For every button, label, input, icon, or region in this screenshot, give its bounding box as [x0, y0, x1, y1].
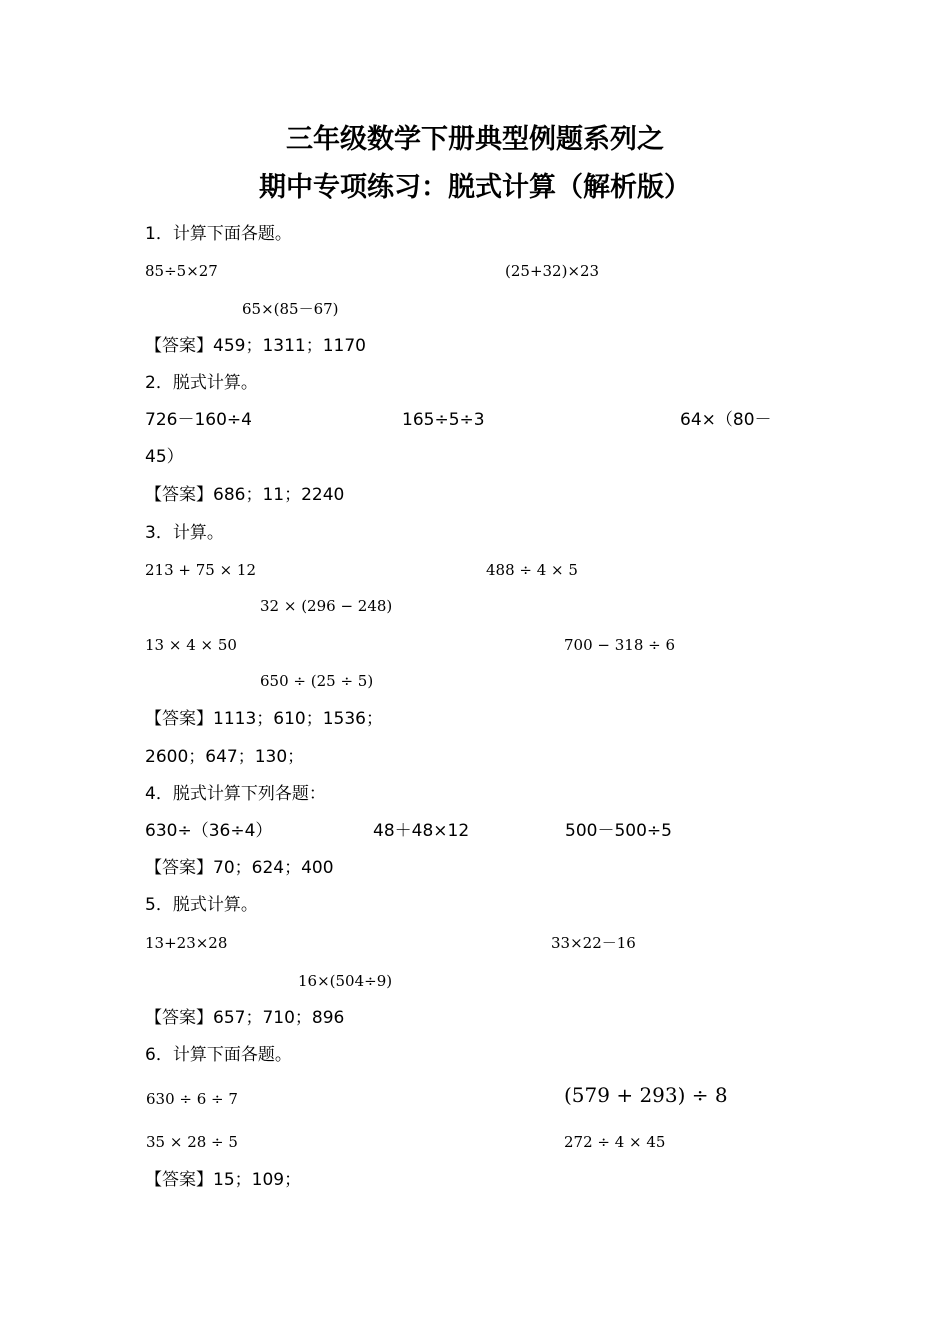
problem-1-expression-3: 65×(85－67)	[242, 300, 339, 318]
problem-2-answer: 【答案】686；11；2240	[145, 485, 345, 505]
problem-2-expression-3-continued: 45）	[145, 447, 184, 467]
problem-5-heading: 5．脱式计算。	[145, 895, 258, 915]
problem-6-expression-3: 35 × 28 ÷ 5	[146, 1133, 238, 1151]
problem-4-expression-1: 630÷（36÷4）	[145, 821, 273, 841]
problem-2-expression-1: 726－160÷4	[145, 410, 252, 430]
problem-3-heading: 3．计算。	[145, 523, 224, 543]
problem-3-expression-5: 700 − 318 ÷ 6	[564, 636, 676, 654]
problem-1-expression-2: (25+32)×23	[505, 262, 600, 280]
problem-5-expression-2: 33×22－16	[551, 934, 636, 952]
problem-3-answer: 【答案】1113；610；1536；	[145, 709, 383, 729]
problem-4-heading: 4．脱式计算下列各题：	[145, 784, 326, 804]
problem-6-answer: 【答案】15；109；	[145, 1170, 302, 1190]
problem-4-expression-2: 48＋48×12	[373, 821, 470, 841]
problem-2-expression-3: 64×（80－	[680, 410, 772, 430]
document-title-line-1: 三年级数学下册典型例题系列之	[286, 124, 664, 155]
problem-3-expression-1: 213 + 75 × 12	[145, 561, 257, 579]
problem-1-heading: 1．计算下面各题。	[145, 224, 292, 244]
problem-3-expression-4: 13 × 4 × 50	[145, 636, 237, 654]
problem-3-answer-line-2: 2600；647；130；	[145, 747, 305, 767]
problem-2-expression-2: 165÷5÷3	[402, 410, 485, 430]
problem-3-expression-2: 488 ÷ 4 × 5	[486, 561, 578, 579]
problem-3-expression-3: 32 × (296 − 248)	[260, 597, 393, 615]
problem-1-expression-1: 85÷5×27	[145, 262, 218, 280]
document-title-line-2: 期中专项练习：脱式计算（解析版）	[259, 172, 691, 203]
problem-4-answer: 【答案】70；624；400	[145, 858, 334, 878]
problem-5-expression-1: 13+23×28	[145, 934, 228, 952]
problem-6-expression-1: 630 ÷ 6 ÷ 7	[146, 1090, 238, 1108]
problem-5-expression-3: 16×(504÷9)	[298, 972, 393, 990]
problem-5-answer: 【答案】657；710；896	[145, 1008, 345, 1028]
problem-1-answer: 【答案】459；1311；1170	[145, 336, 366, 356]
problem-6-heading: 6．计算下面各题。	[145, 1045, 292, 1065]
problem-3-expression-6: 650 ÷ (25 ÷ 5)	[260, 672, 374, 690]
problem-4-expression-3: 500－500÷5	[565, 821, 672, 841]
problem-2-heading: 2．脱式计算。	[145, 373, 258, 393]
problem-6-expression-4: 272 ÷ 4 × 45	[564, 1133, 666, 1151]
problem-6-expression-2: (579 + 293) ÷ 8	[564, 1083, 728, 1107]
